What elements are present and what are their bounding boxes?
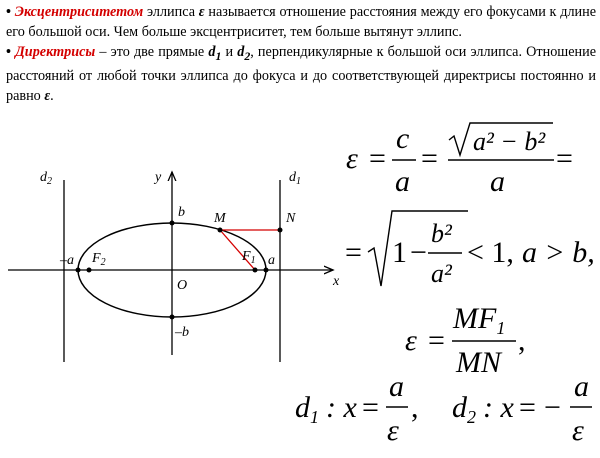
formula-d2: $d_2$: [452, 391, 476, 427]
label-a: a: [268, 253, 275, 268]
formula-eq-7: =: [519, 391, 536, 424]
formula-eq-2: =: [421, 142, 438, 175]
formula-mn: MN: [456, 346, 501, 379]
formula-eq-5: =: [428, 324, 445, 357]
label-x: x: [333, 274, 340, 289]
formula-minus: −: [410, 236, 427, 269]
label-f2: $F_2$: [92, 251, 106, 268]
formula-one: 1: [392, 236, 407, 269]
label-m: M: [214, 211, 226, 226]
formula-d1-eps: ε: [387, 414, 399, 447]
point-a: [264, 268, 269, 273]
formula-eps-1: ε: [346, 142, 358, 175]
formula-d1-colon-x: : x: [326, 391, 357, 424]
formula-eq-1: =: [369, 142, 386, 175]
formula-d2-eps: ε: [572, 414, 584, 447]
formula-lt-one: < 1,: [467, 236, 514, 269]
formula-d2-colon-x: : x: [483, 391, 514, 424]
formula-eps-2: ε: [405, 324, 417, 357]
eccentricity-paragraph: • Эксцентриситетом эллипса ε называется отношение расстояния между его фокусами к длине его большой оси. Чем больше эксцентриситет, тем больше вытянут эллипс.: [6, 4, 597, 40]
formula-condition: a > b,: [522, 236, 595, 269]
formula-a-denom-1: a: [395, 165, 410, 198]
eccentricity-formula: [295, 122, 595, 447]
point-f1: [253, 268, 258, 273]
formula-d2-minus: −: [544, 391, 561, 424]
eccentricity-term: Эксцентриситетом: [14, 4, 144, 20]
label-o: O: [177, 278, 188, 293]
formula-eq-6: =: [362, 391, 379, 424]
formula-a-denom-2: a: [490, 165, 505, 198]
label-f1: $F_1$: [242, 249, 256, 266]
formula-c: c: [396, 122, 410, 155]
formula-d2-a: a: [574, 370, 589, 403]
label-d2: $d_2$: [40, 170, 52, 187]
point-minus-b: [170, 315, 175, 320]
point-m: [218, 228, 223, 233]
directrix-paragraph: • Директрисы – это две прямые $d_1$ и $d_2$, перпендикулярные к большой оси эллипса. Отношение расстояний от любой точки эллипса до фокуса и до соответствующей директрисы постоянно и равно ε.: [6, 44, 596, 104]
formula-a2: a²: [431, 259, 452, 288]
formula-comma: ,: [518, 324, 526, 357]
point-f2: [87, 268, 92, 273]
point-minus-a: [76, 268, 81, 273]
formula-d1-comma: ,: [411, 391, 419, 424]
label-b: b: [178, 205, 185, 220]
label-n: N: [286, 211, 296, 226]
formula-d1-a: a: [389, 370, 404, 403]
label-d1: $d_1$: [289, 170, 301, 187]
point-n: [278, 228, 283, 233]
formula-mf1: $MF_1$: [453, 302, 506, 338]
formula-sqrt-num: a² − b²: [473, 127, 546, 156]
formula-b2: b²: [431, 219, 452, 248]
label-minus-a: –a: [60, 253, 74, 268]
directrix-term: Директрисы: [15, 44, 96, 60]
formula-eq-4: =: [345, 236, 362, 269]
formula-eq-3: =: [556, 142, 573, 175]
formula-d1: $d_1$: [295, 391, 319, 427]
label-minus-b: –b: [175, 325, 189, 340]
label-y: y: [155, 170, 162, 185]
point-b: [170, 221, 175, 226]
